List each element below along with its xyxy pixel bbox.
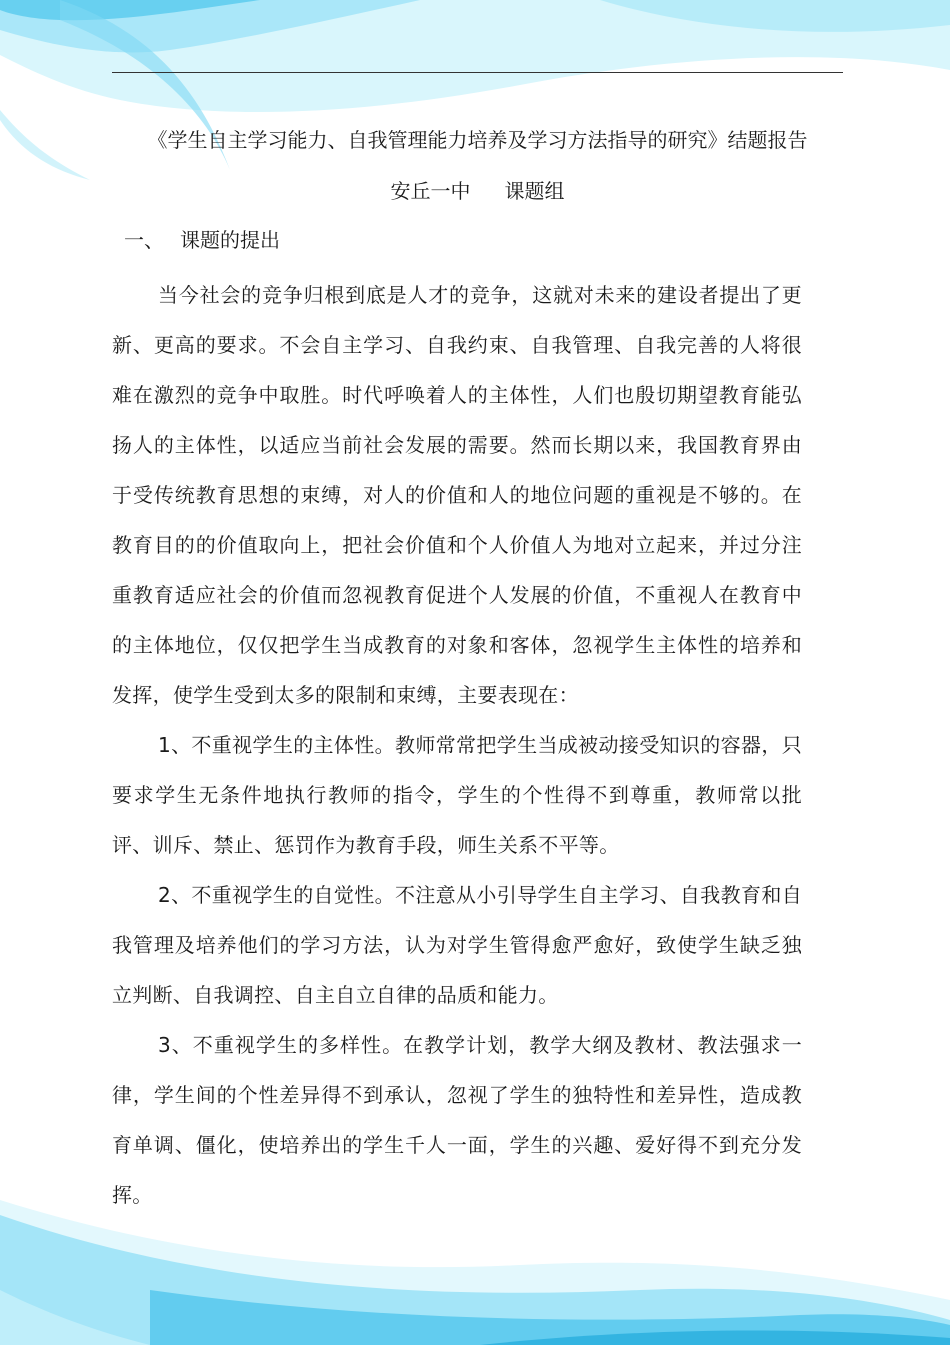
section-number: 一、 [124,228,164,252]
paragraph-point-3: 3、不重视学生的多样性。在教学计划，教学大纲及教材、教法强求一律，学生间的个性差异得不到承认，忽视了学生的独特性和差异性，造成教育单调、僵化，使培养出的学生千人一面，学生的兴趣、爱好得不到充分发挥。 [112,1033,802,1207]
header-rule [112,72,843,73]
paragraph-point-2: 2、不重视学生的自觉性。不注意从小引导学生自主学习、自我教育和自我管理及培养他们的学习方法，认为对学生管得愈严愈好，致使学生缺乏独立判断、自我调控、自主自立自律的品质和能力。 [112,883,802,1007]
paragraph-intro: 当今社会的竞争归根到底是人才的竞争，这就对未来的建设者提出了更新、更高的要求。不会自主学习、自我约束、自我管理、自我完善的人将很难在激烈的竞争中取胜。时代呼唤着人的主体性，人们也殷切期望教育能弘扬人的主体性，以适应当前社会发展的需要。然而长期以来，我国教育界由于受传统教育思想的束缚，对人的价值和人的地位问题的重视是不够的。在教育目的的价值取向上，把社会价值和个人价值人为地对立起来，并过分注重教育适应社会的价值而忽视教育促进个人发展的价值，不重视人在教育中的主体地位，仅仅把学生当成教育的对象和客体，忽视学生主体性的培养和发挥，使学生受到太多的限制和束缚，主要表现在： [112,283,802,707]
section-heading [124,224,280,256]
paragraph-point-1: 1、不重视学生的主体性。教师常常把学生当成被动接受知识的容器，只要求学生无条件地执行教师的指令，学生的个性得不到尊重，教师常以批评、训斥、禁止、惩罚作为教育手段，师生关系不平等。 [112,733,802,857]
section-body [112,270,802,1220]
report-byline [112,175,843,207]
report-title: 《学生自主学习能力、自我管理能力培养及学习方法指导的研究》结题报告 [147,128,808,152]
author-school: 安丘一中 [390,179,471,203]
author-group: 课题组 [504,179,565,203]
section-title: 课题的提出 [180,228,280,252]
